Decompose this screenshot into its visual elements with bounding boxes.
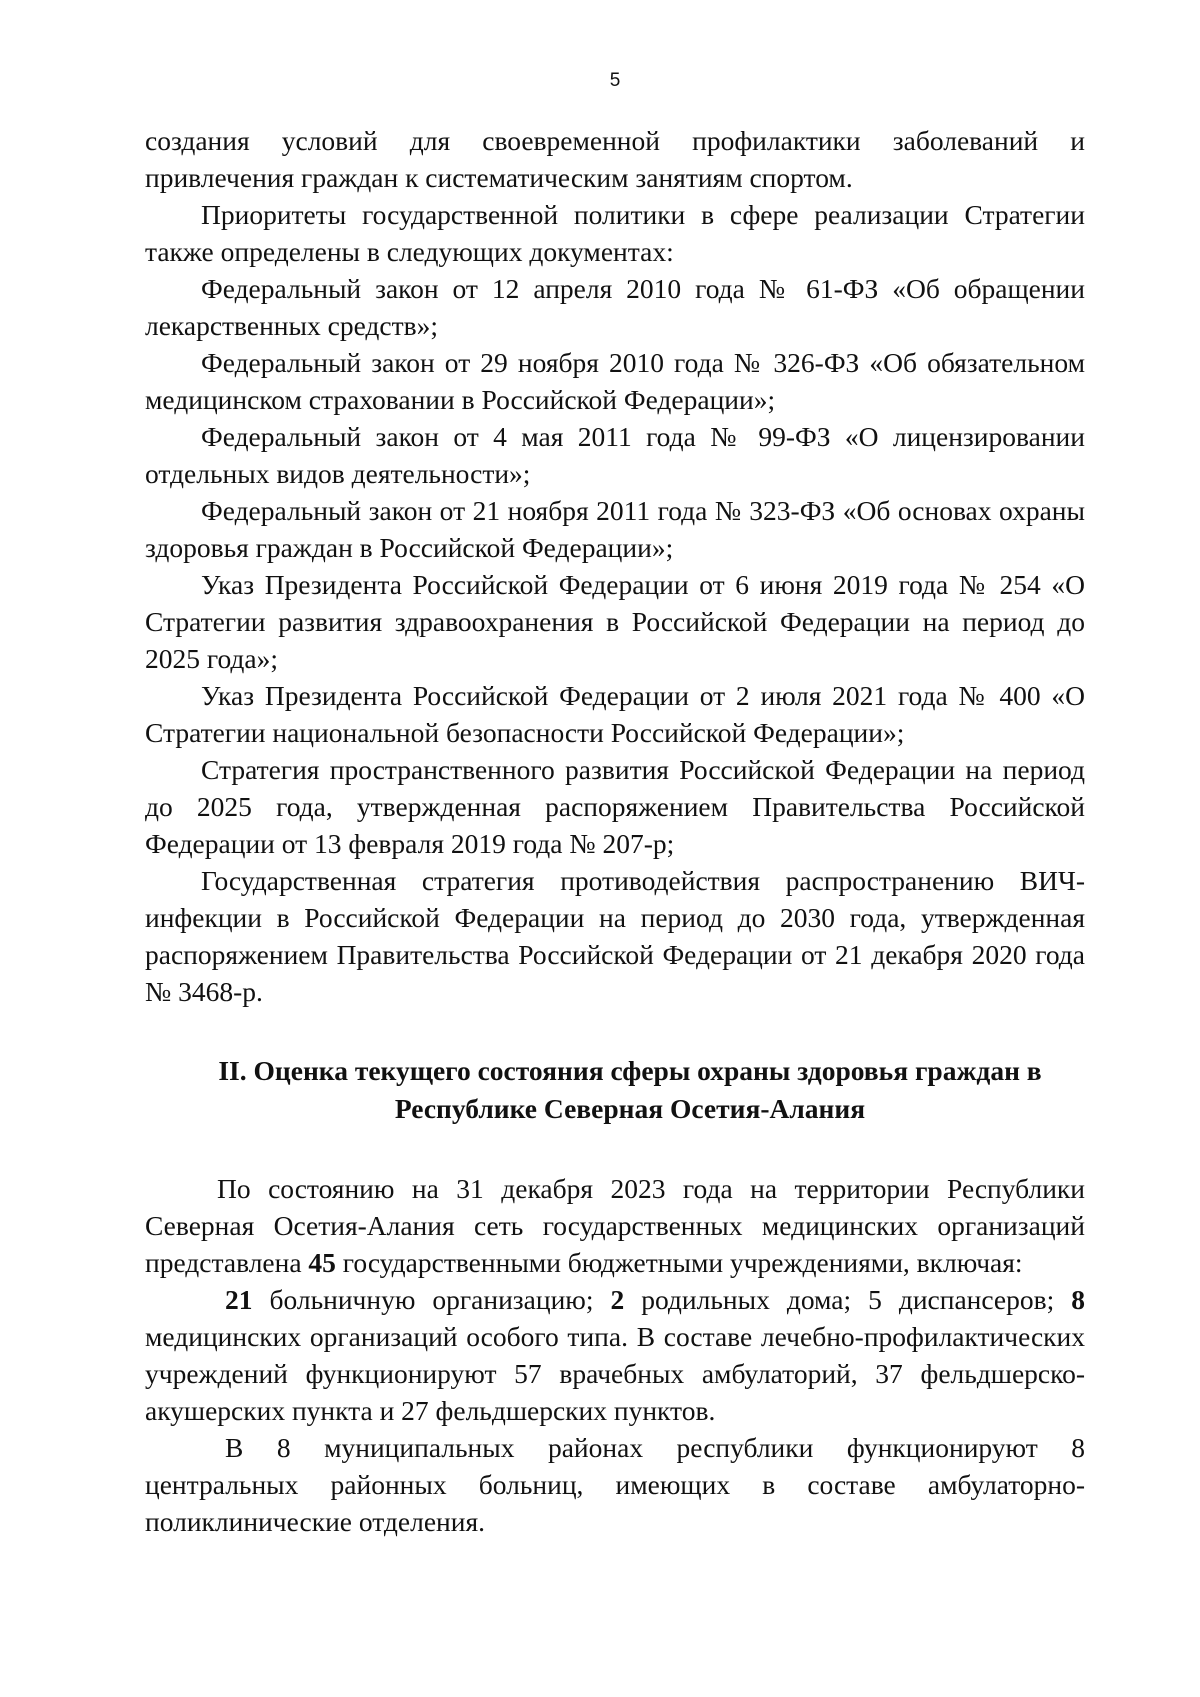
text-span: По состоянию на 31 декабря 2023 года на территории Республики Северная Осетия-Алания сеть государственных медицинских организаций представлена (145, 1173, 1085, 1278)
paragraph-decree-400: Указ Президента Российской Федерации от 2 июля 2021 года № 400 «О Стратегии национальной безопасности Российской Федерации»; (145, 680, 1085, 748)
text-span: государственными бюджетными учреждениями, включая: (335, 1247, 1023, 1278)
bold-number: 45 (308, 1247, 336, 1278)
paragraph-priorities: Приоритеты государственной политики в сфере реализации Стратегии также определены в следующих документах: (145, 199, 1085, 267)
paragraph-law-61fz: Федеральный закон от 12 апреля 2010 года № 61-ФЗ «Об обращении лекарственных средств»; (145, 273, 1085, 341)
text-span: медицинских организаций особого типа. В составе лечебно-профилактических учреждений функционируют 57 врачебных амбулаторий, 37 фельдшерско-акушерских пункта и 27 фельдшерских пунктов. (145, 1321, 1085, 1426)
paragraph-continuation: создания условий для своевременной профилактики заболеваний и привлечения граждан к систематическим занятиям спортом. (145, 125, 1085, 193)
section-heading: II. Оценка текущего состояния сферы охраны здоровья граждан в Республике Северная Осетия-Алания (218, 1055, 1042, 1124)
bold-number: 2 (610, 1284, 625, 1315)
bold-number: 8 (1071, 1284, 1085, 1315)
paragraph-spatial-strategy: Стратегия пространственного развития Российской Федерации на период до 2025 года, утвержденная распоряжением Правительства Российской Федерации от 13 февраля 2019 года № 207-р; (145, 754, 1085, 859)
paragraph-hiv-strategy: Государственная стратегия противодействия распространению ВИЧ-инфекции в Российской Федерации на период до 2030 года, утвержденная распоряжением Правительства Российской Федерации от 21 декабря 2020 года № 3468-р. (145, 865, 1085, 1007)
paragraph-network-overview (145, 1170, 1085, 1281)
paragraph-law-323fz: Федеральный закон от 21 ноября 2011 года № 323-ФЗ «Об основах охраны здоровья граждан в Российской Федерации»; (145, 495, 1085, 563)
paragraph-district-hospitals: В 8 муниципальных районах республики функционируют 8 центральных районных больниц, имеющих в составе амбулаторно-поликлинические отделения. (145, 1432, 1085, 1537)
page-number: 5 (609, 70, 621, 91)
text-span: больничную организацию; (252, 1284, 611, 1315)
paragraph-law-99fz: Федеральный закон от 4 мая 2011 года № 99-ФЗ «О лицензировании отдельных видов деятельности»; (145, 421, 1085, 489)
paragraph-decree-254: Указ Президента Российской Федерации от 6 июня 2019 года № 254 «О Стратегии развития здравоохранения в Российской Федерации на период до 2025 года»; (145, 569, 1085, 674)
paragraph-law-326fz: Федеральный закон от 29 ноября 2010 года № 326-ФЗ «Об обязательном медицинском страховании в Российской Федерации»; (145, 347, 1085, 415)
paragraph-organization-types (145, 1281, 1085, 1429)
text-span: родильных дома; 5 диспансеров; (624, 1284, 1072, 1315)
bold-number: 21 (225, 1284, 253, 1315)
